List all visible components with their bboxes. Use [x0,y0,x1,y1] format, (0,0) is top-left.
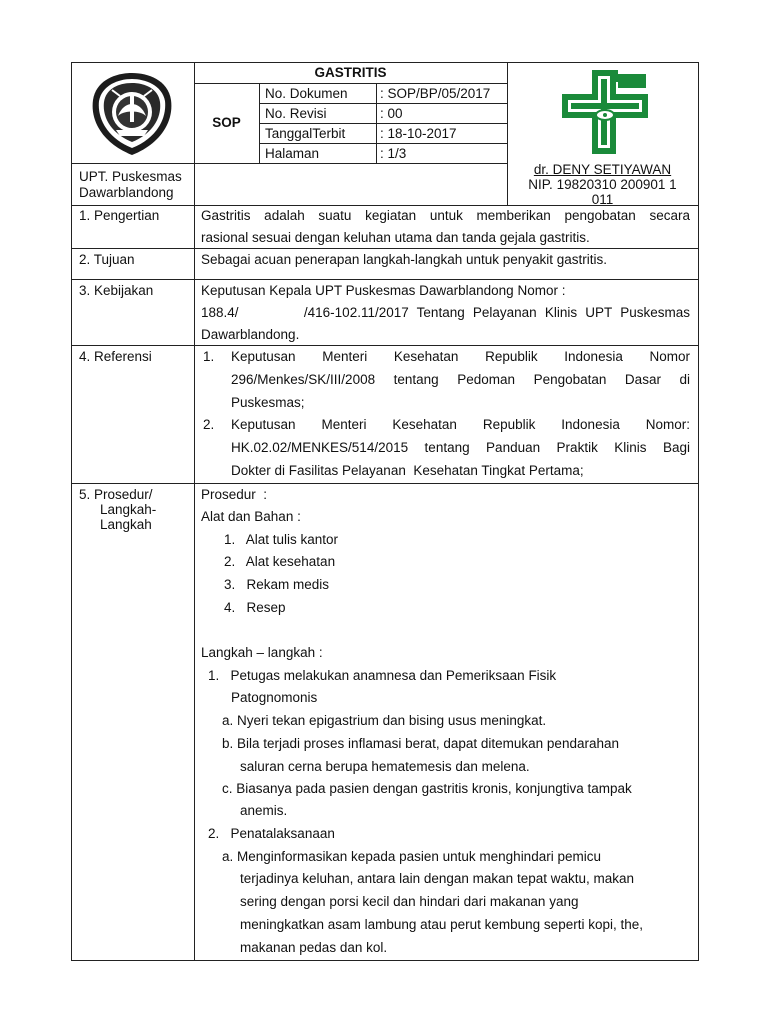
table-right-border [698,62,699,961]
doc-label-revision: No. Revisi [265,106,327,121]
pengertian-line-1: Gastritis adalah suatu kegiatan untuk memberikan pengobatan secara [201,208,690,223]
title-row-border [194,83,507,84]
referensi-1-line-3: Puskesmas; [231,395,305,410]
step1-line-1: 1. Petugas melakukan anamnesa dan Pemeriksaan Fisik [208,668,557,683]
header-middle-border [71,163,507,164]
referensi-2-line-3: Dokter di Fasilitas Pelayanan Kesehatan Tingkat Pertama; [231,463,584,478]
tujuan-line-1: Sebagai acuan penerapan langkah-langkah untuk penyakit gastritis. [201,252,608,267]
referensi-2-line-1: Keputusan Menteri Kesehatan Republik Indonesia Nomor: [231,417,690,432]
section-label-referensi: 4. Referensi [79,349,152,364]
section-label-kebijakan: 3. Kebijakan [79,283,154,298]
table-top-border [71,62,699,63]
alat-heading: Alat dan Bahan : [201,509,301,524]
row-border-tujuan [71,248,699,249]
step1-b-line-1: b. Bila terjadi proses inflamasi berat, dapat ditemukan pendarahan [222,736,619,751]
doc-value-number: : SOP/BP/05/2017 [380,86,491,101]
table-bottom-border [71,960,699,961]
step2-a-line-1: a. Menginformasikan kepada pasien untuk menghindari pemicu [222,849,601,864]
row-border-referensi [71,345,699,346]
column-divider [194,62,195,961]
alat-item-3: 3. Rekam medis [224,577,330,592]
sop-label: SOP [212,115,241,130]
referensi-1-line-2: 296/Menkes/SK/III/2008 tentang Pedoman Pengobatan Dasar di [231,372,690,387]
doc-value-date: : 18-10-2017 [380,126,457,141]
kebijakan-line-1: Keputusan Kepala UPT Puskesmas Dawarblandong Nomor : [201,283,566,298]
referensi-2-number: 2. [203,417,215,432]
org-name-line2: Dawarblandong [79,185,174,200]
doc-row-border-1 [259,103,507,104]
doc-label-date: TanggalTerbit [265,126,346,141]
step2-heading: 2. Penatalaksanaan [208,826,335,841]
doc-value-revision: : 00 [380,106,403,121]
section-label-pengertian: 1. Pengertian [79,208,160,223]
document-title: GASTRITIS [314,65,387,80]
step2-a-line-5: makanan pedas dan kol. [240,940,388,955]
signer-name: dr. DENY SETIYAWAN [533,162,672,177]
alat-item-4: 4. Resep [224,600,286,615]
referensi-2-line-2: HK.02.02/MENKES/514/2015 tentang Panduan Praktik Klinis Bagi [231,440,690,455]
kebijakan-line-2: 188.4/ /416-102.11/2017 Tentang Pelayanan Klinis UPT Puskesmas [201,305,690,320]
doc-label-number: No. Dokumen [265,86,348,101]
section-label-prosedur-1: 5. Prosedur/ [79,487,153,502]
alat-item-1: 1. Alat tulis kantor [224,532,339,547]
referensi-1-number: 1. [203,349,215,364]
prosedur-heading: Prosedur : [201,487,268,502]
regency-emblem-icon [88,70,176,158]
table-left-border [71,62,72,961]
org-name-line1: UPT. Puskesmas [79,169,182,184]
signer-nip-line1: NIP. 19820310 200901 1 [528,177,677,192]
step1-c-line-1: c. Biasanya pada pasien dengan gastritis kronis, konjungtiva tampak [222,781,632,796]
section-label-prosedur-3: Langkah [100,517,152,532]
alat-item-2: 2. Alat kesehatan [224,554,336,569]
step1-c-line-2: anemis. [240,803,288,818]
section-label-tujuan: 2. Tujuan [79,252,135,267]
step2-a-line-4: meningkatkan asam lambung atau perut kembung seperti kopi, the, [240,917,643,932]
kebijakan-line-3: Dawarblandong. [201,327,300,342]
step1-a: a. Nyeri tekan epigastrium dan bising usus meningkat. [222,713,547,728]
step1-line-2: Patognomonis [231,690,318,705]
langkah-heading: Langkah – langkah : [201,645,323,660]
step1-b-line-2: saluran cerna berupa hematemesis dan melena. [240,759,530,774]
pengertian-line-2: rasional sesuai dengan keluhan utama dan tanda gejala gastritis. [201,230,590,245]
doc-row-border-3 [259,143,507,144]
step2-a-line-3: sering dengan porsi kecil dan hindari dari makanan yang [240,894,579,909]
step2-a-line-2: terjadinya keluhan, antara lain dengan makan tepat waktu, makan [240,871,635,886]
signer-nip-line2: 011 [591,192,614,207]
section-label-prosedur-2: Langkah- [100,502,157,517]
row-border-prosedur [71,483,699,484]
doc-label-page: Halaman [265,146,320,161]
row-border-kebijakan [71,279,699,280]
doc-row-border-2 [259,123,507,124]
referensi-1-line-1: Keputusan Menteri Kesehatan Republik Indonesia Nomor [231,349,690,364]
doc-value-page: : 1/3 [380,146,407,161]
puskesmas-cross-icon [556,68,654,158]
